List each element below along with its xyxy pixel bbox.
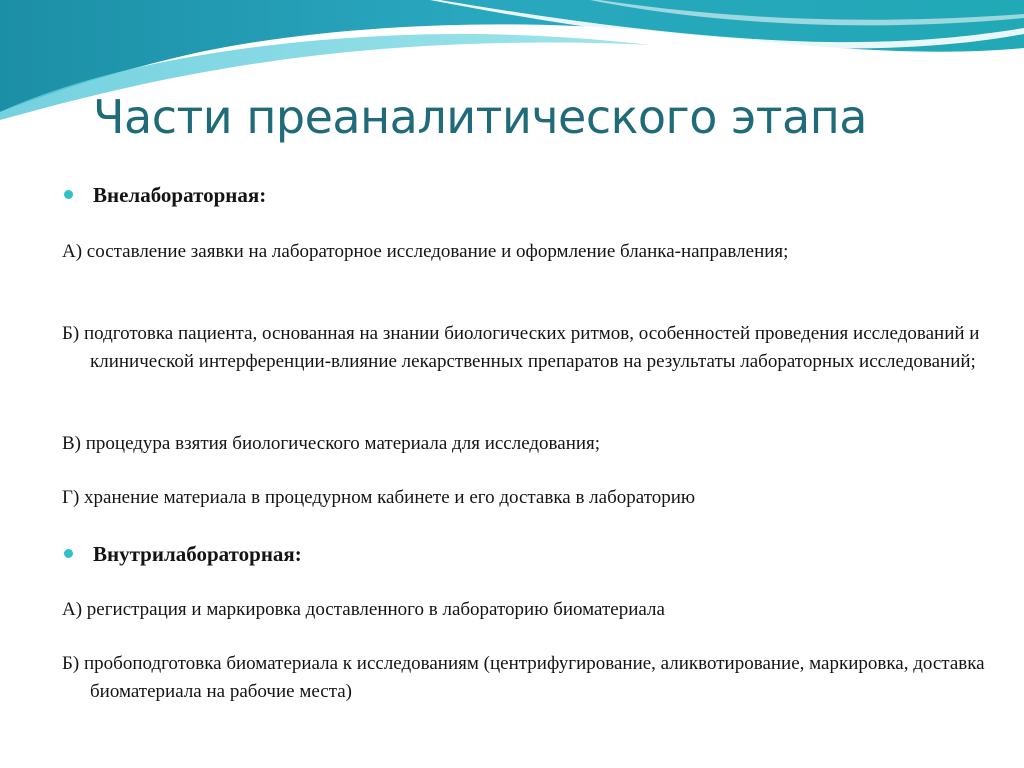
list-item: Б) подготовка пациента, основанная на знании биологических ритмов, особенностей проведения исследований и клинической интерференции-влияние лекарственных препаратов на результаты лабораторных исследований;	[62, 323, 980, 372]
section-heading-external	[64, 182, 266, 208]
bullet-icon	[64, 190, 73, 199]
section-heading-label: Внутрилабораторная:	[93, 542, 302, 566]
list-item: Г) хранение материала в процедурном кабинете и его доставка в лабораторию	[62, 487, 696, 508]
section-heading-internal	[64, 541, 302, 567]
slide-title: Части преаналитического этапа	[93, 90, 867, 144]
section-heading-label: Внелабораторная:	[93, 183, 267, 207]
list-item: А) регистрация и маркировка доставленного в лабораторию биоматериала	[62, 599, 665, 620]
bullet-icon	[64, 549, 73, 558]
list-item: А) составление заявки на лабораторное исследование и оформление бланка-направления;	[62, 241, 789, 262]
list-item: Б) пробоподготовка биоматериала к исследованиям (центрифугирование, аликвотирование, маркировка, доставка биоматериала на рабочие места)	[62, 653, 985, 702]
list-item: В) процедура взятия биологического материала для исследования;	[62, 433, 601, 454]
